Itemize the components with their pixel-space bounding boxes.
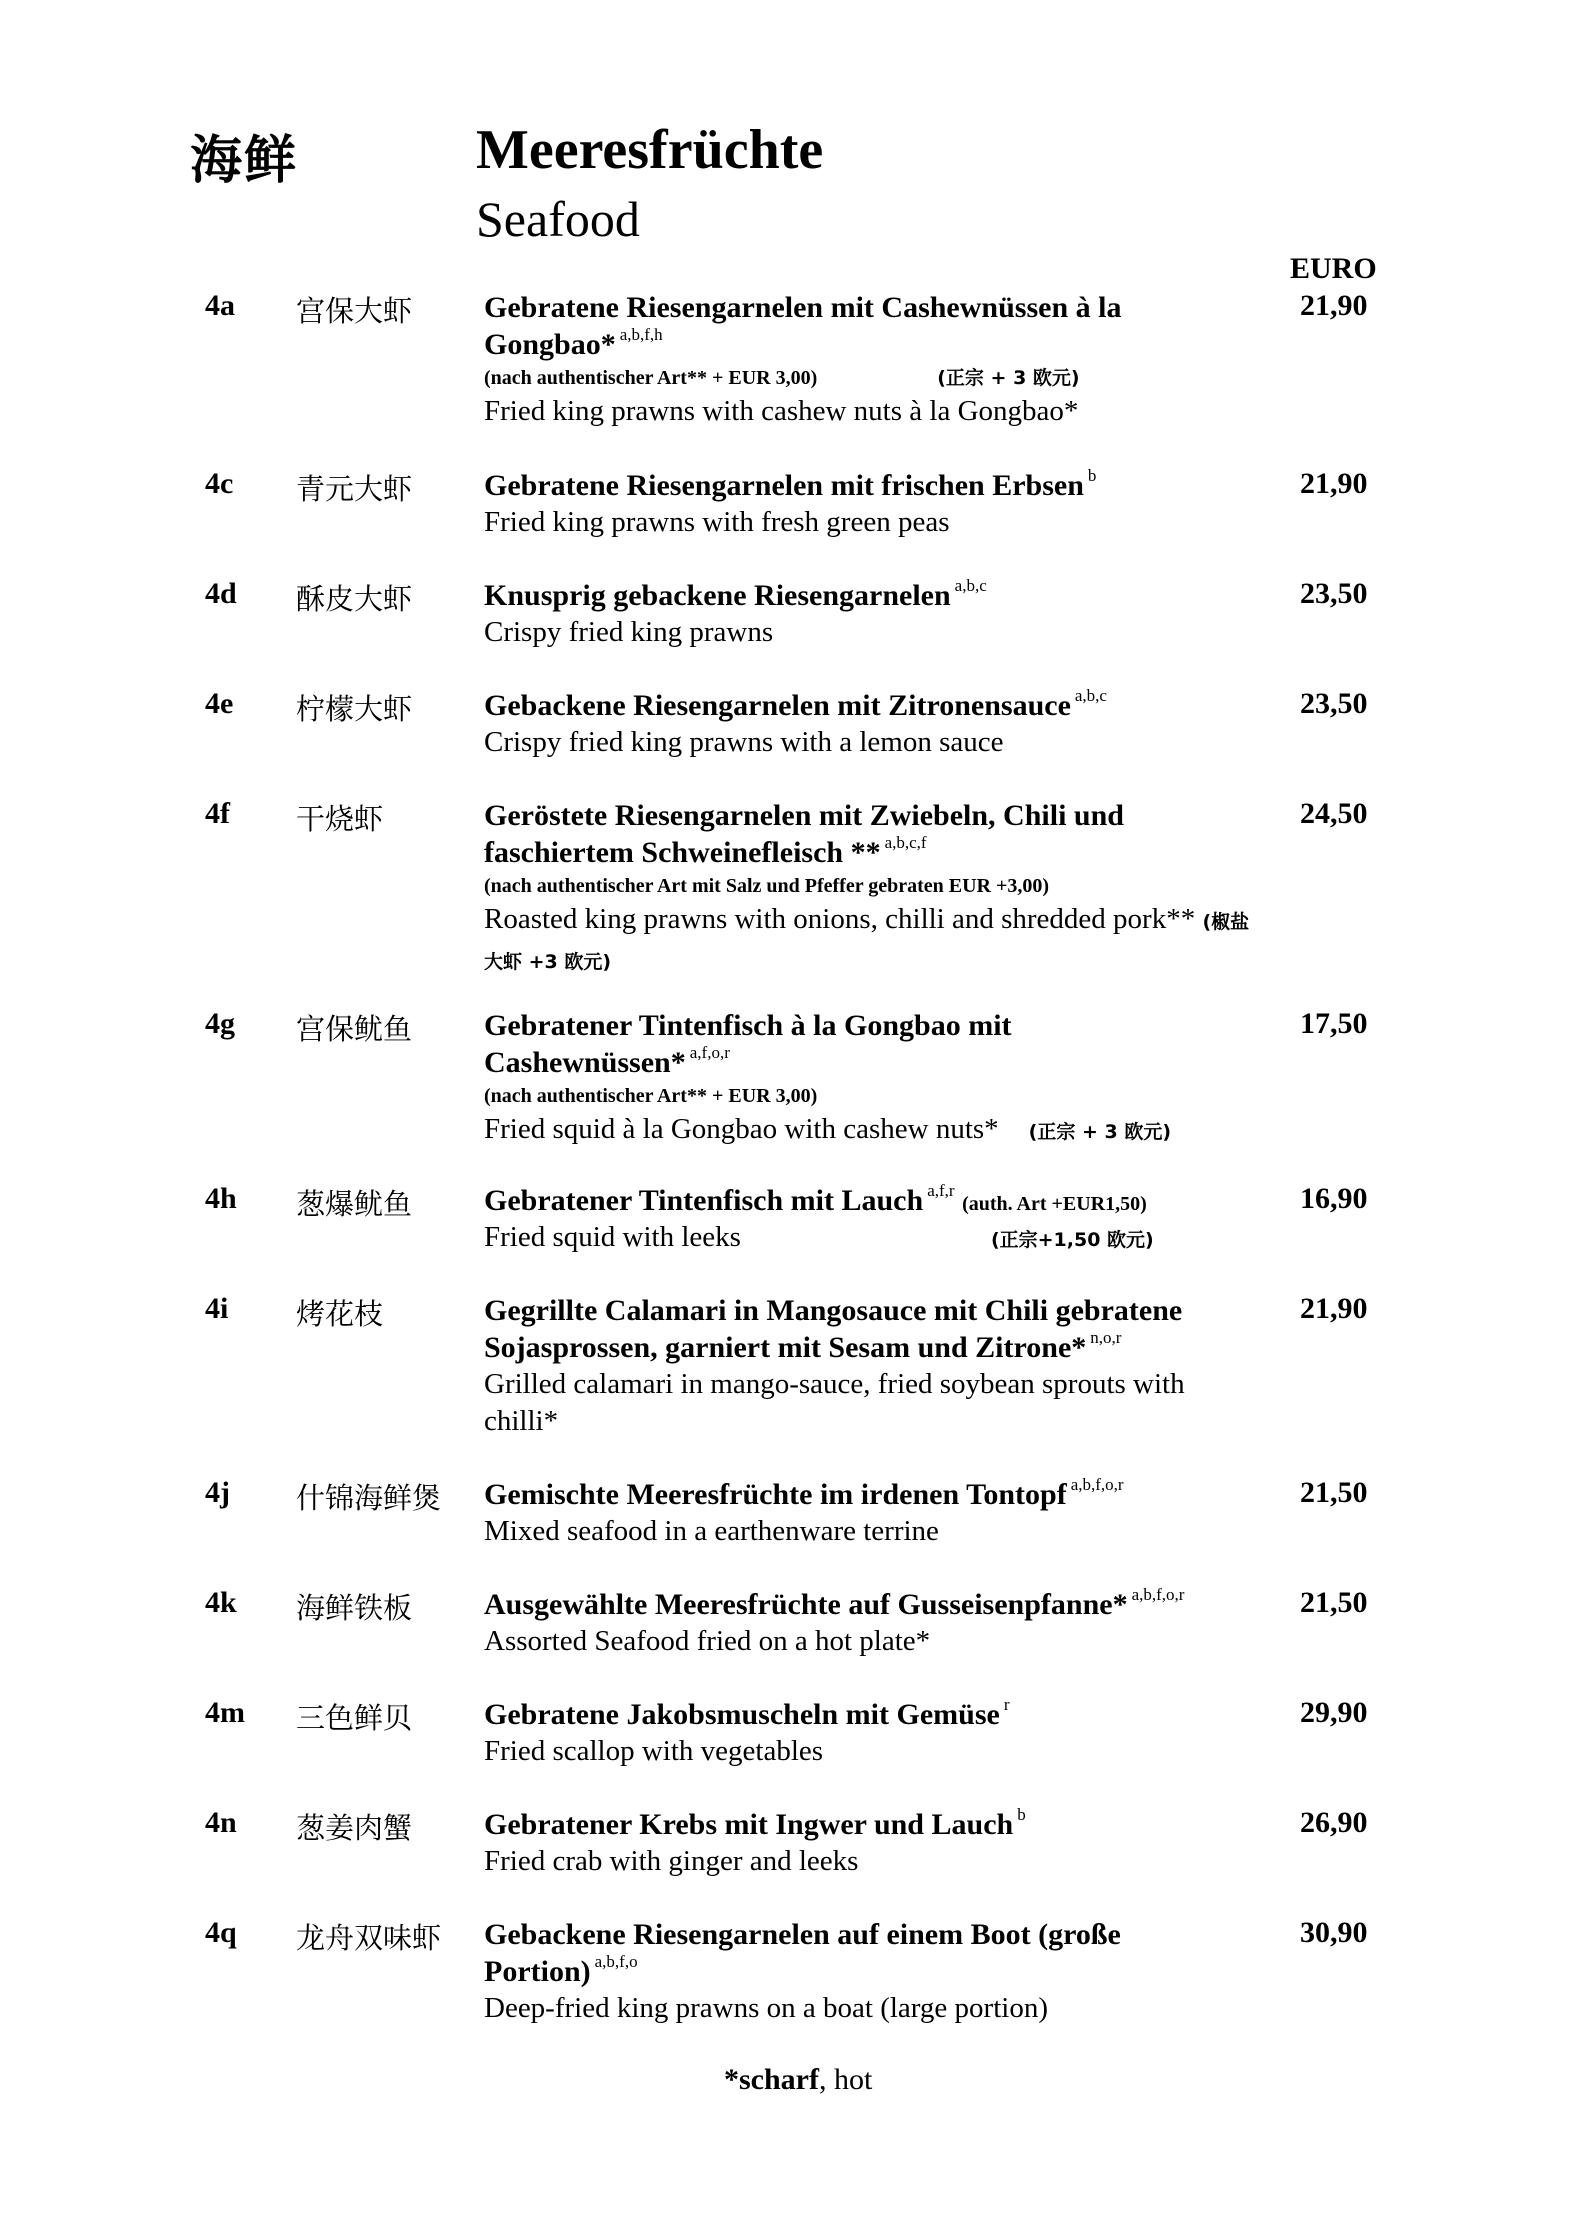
item-name-english: Fried king prawns with fresh green peas [484, 506, 950, 538]
title-german: Meeresfrüchte [476, 119, 824, 181]
item-number: 4d [205, 577, 237, 610]
item-name-english: Assorted Seafood fried on a hot plate* [484, 1625, 931, 1657]
item-description [484, 1292, 1264, 1440]
item-number: 4i [205, 1292, 229, 1325]
item-name-chinese: 干烧虾 [296, 802, 384, 836]
item-note-chinese: (正宗+1,50 欧元) [990, 1229, 1154, 1251]
item-name-english: Fried squid à la Gongbao with cashew nuts* (正宗 + 3 欧元) [484, 1113, 1172, 1145]
item-name-german: Gebackene Riesengarnelen auf einem Boot (große Portion) $^{a,b,f,o}$ [484, 1918, 1121, 1988]
item-name-german: Gebratene Riesengarnelen mit frischen Erbsen $^b$ [484, 466, 1097, 502]
item-price: 17,50 [1300, 1007, 1368, 1040]
item-name-german: Gebackene Riesengarnelen mit Zitronensauce $^{a,b,c}$ [484, 686, 1107, 722]
item-name-german: Gebratene Riesengarnelen mit Cashewnüssen à la Gongbao* $^{a,b,f,h}$ [484, 291, 1122, 361]
item-description [484, 797, 1264, 981]
item-name-german: Gemischte Meeresfrüchte im irdenen Tontopf $^{a,b,f,o,r}$ [484, 1475, 1124, 1511]
item-description [484, 1586, 1264, 1660]
title-english: Seafood [476, 191, 640, 247]
item-price: 29,90 [1300, 1696, 1368, 1729]
item-note-chinese: (椒盐大虾 +3 欧元) [484, 911, 1250, 973]
item-name-english: Fried king prawns with cashew nuts à la Gongbao* [484, 395, 1079, 427]
item-name-english: Grilled calamari in mango-sauce, fried soybean sprouts with chilli* [484, 1368, 1185, 1437]
item-number: 4f [205, 797, 230, 830]
item-price: 23,50 [1300, 687, 1368, 720]
item-name-german: Gebratener Tintenfisch à la Gongbao mit Cashewnüssen* $^{a,f,o,r}$ [484, 1009, 1012, 1079]
item-name-german: Gebratener Krebs mit Ingwer und Lauch $^b$ [484, 1805, 1026, 1841]
item-name-chinese: 三色鲜贝 [296, 1701, 413, 1735]
item-price: 23,50 [1300, 577, 1368, 610]
item-note-chinese: (正宗 + 3 欧元) [1028, 1121, 1172, 1143]
item-description [484, 687, 1264, 761]
item-name-chinese: 葱姜肉蟹 [296, 1811, 413, 1845]
item-name-english: Mixed seafood in a earthenware terrine [484, 1515, 939, 1547]
item-price: 21,50 [1300, 1476, 1368, 1509]
item-name-english: Fried crab with ginger and leeks [484, 1845, 859, 1877]
item-name-chinese: 宫保鱿鱼 [296, 1012, 413, 1046]
item-name-chinese: 葱爆鱿鱼 [296, 1187, 413, 1221]
item-name-chinese: 龙舟双味虾 [296, 1921, 442, 1955]
item-description [484, 1806, 1264, 1880]
item-price: 21,90 [1300, 289, 1368, 322]
item-number: 4q [205, 1916, 237, 1949]
item-price: 26,90 [1300, 1806, 1368, 1839]
item-price: 24,50 [1300, 797, 1368, 830]
spicy-footnote: *scharf, hot [724, 2063, 873, 2096]
item-name-english: Fried squid with leeks (正宗+1,50 欧元) [484, 1221, 1154, 1253]
item-description [484, 1916, 1264, 2027]
item-description [484, 1007, 1264, 1151]
item-number: 4a [205, 289, 235, 322]
item-number: 4k [205, 1586, 237, 1619]
item-price: 21,50 [1300, 1586, 1368, 1619]
item-name-chinese: 青元大虾 [296, 472, 413, 506]
item-note: (nach authentischer Art mit Salz und Pfeffer gebraten EUR +3,00) [484, 875, 1050, 897]
item-name-german: Gebratene Jakobsmuscheln mit Gemüse $^r$ [484, 1695, 1010, 1731]
item-price: 16,90 [1300, 1182, 1368, 1215]
item-description [484, 1476, 1264, 1550]
item-note: (nach authentischer Art** + EUR 3,00) [484, 1085, 818, 1107]
item-name-german: Knusprig gebackene Riesengarnelen $^{a,b,c}$ [484, 576, 987, 612]
item-name-german: Gegrillte Calamari in Mangosauce mit Chili gebratene Sojasprossen, garniert mit Sesam und Zitrone* $^{n,o,r}$ [484, 1294, 1183, 1364]
item-name-english: Roasted king prawns with onions, chilli and shredded pork** (椒盐大虾 +3 欧元) [484, 903, 1250, 973]
item-description [484, 1696, 1264, 1770]
item-name-english: Crispy fried king prawns with a lemon sauce [484, 726, 1004, 758]
item-name-chinese: 海鲜铁板 [296, 1591, 413, 1625]
item-number: 4n [205, 1806, 237, 1839]
item-name-chinese: 柠檬大虾 [296, 692, 413, 726]
item-name-german: Gebratener Tintenfisch mit Lauch $^{a,f,r}$ (auth. Art +EUR1,50) [484, 1181, 1147, 1217]
item-name-english: Crispy fried king prawns [484, 616, 774, 648]
item-description [484, 1182, 1264, 1259]
item-name-english: Fried scallop with vegetables [484, 1735, 824, 1767]
item-description [484, 577, 1264, 651]
item-name-english: Deep-fried king prawns on a boat (large portion) [484, 1992, 1048, 2024]
item-price: 21,90 [1300, 1292, 1368, 1325]
item-name-chinese: 什锦海鲜煲 [296, 1481, 442, 1515]
item-name-german: Ausgewählte Meeresfrüchte auf Gusseisenpfanne* $^{a,b,f,o,r}$ [484, 1585, 1185, 1621]
item-number: 4e [205, 687, 234, 720]
item-number: 4c [205, 467, 234, 500]
item-number: 4j [205, 1476, 230, 1509]
item-name-german: Geröstete Riesengarnelen mit Zwiebeln, Chili und faschiertem Schweinefleisch ** $^{a,b,c,f}$ [484, 799, 1124, 869]
item-price: 30,90 [1300, 1916, 1368, 1949]
item-price: 21,90 [1300, 467, 1368, 500]
item-name-chinese: 宫保大虾 [296, 294, 413, 328]
item-number: 4m [205, 1696, 245, 1729]
item-note: (nach authentischer Art** + EUR 3,00) (正宗 + 3 欧元) [484, 367, 1080, 389]
item-name-chinese: 酥皮大虾 [296, 582, 413, 616]
currency-label: EURO [1290, 252, 1377, 285]
item-number: 4h [205, 1182, 237, 1215]
title-chinese: 海鲜 [190, 131, 299, 191]
item-name-chinese: 烤花枝 [296, 1297, 384, 1331]
item-number: 4g [205, 1007, 235, 1040]
item-description [484, 289, 1264, 430]
item-description [484, 467, 1264, 541]
